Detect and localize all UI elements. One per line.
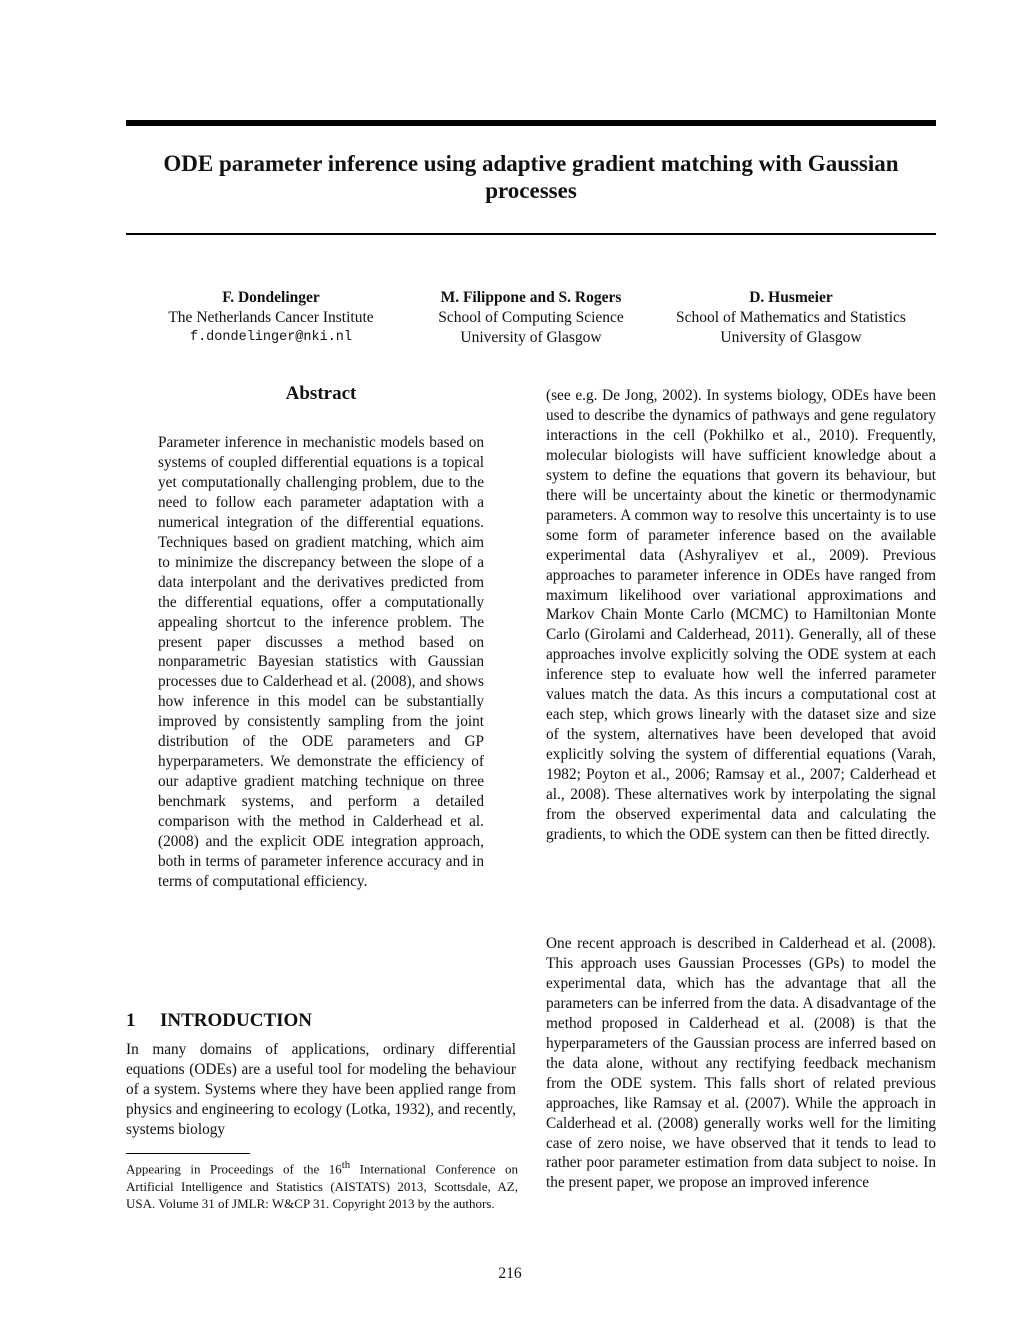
right-column-paragraph: One recent approach is described in Calderhead et al. (2008). This approach uses Gaussian Processes (GPs) to model the experimental data, which has the advantage that all the parameters can be inferred from the data. A disadvantage of the method proposed in Calderhead et al. (2008) is that the hyperparameters of the Gaussian process are inferred based on the data alone, without any rectifying feedback mechanism from the ODE system. This falls short of related previous approaches, like Ramsay et al. (2007). While the approach in Calderhead et al. (2008) generally works well for the limiting case of zero noise, we have observed that it tends to lead to rather poor parameter estimation from data subject to noise. In the present paper, we propose an improved inference	[546, 935, 936, 1192]
title-bottom-rule	[126, 233, 936, 235]
abstract-text: Parameter inference in mechanistic models based on systems of coupled differential equations is a topical yet computationally challenging problem, due to the need to follow each parameter adaptation with a numerical integration of the differential equations. Techniques based on gradient matching, which aim to minimize the discrepancy between the slope of a data interpolant and the derivatives predicted from the differential equations, offer a computationally appealing shortcut to the inference problem. The present paper discusses a method based on nonparametric Bayesian statistics with Gaussian processes due to Calderhead et al. (2008), and shows how inference in this model can be substantially improved by consistently sampling from the joint distribution of the ODE parameters and GP hyperparameters. We demonstrate the efficiency of our adaptive gradient matching technique on three benchmark systems, and perform a detailed comparison with the method in Calderhead et al. (2008) and the explicit ODE integration approach, both in terms of parameter inference accuracy and in terms of computational efficiency.	[158, 434, 484, 890]
paper-title: ODE parameter inference using adaptive gradient matching with Gaussian processes	[163, 151, 899, 203]
intro-paragraph: In many domains of applications, ordinary differential equations (ODEs) are a useful tool for modeling the behaviour of a system. Systems where they have been applied range from physics and engineering to ecology (Lotka, 1932), and recently, systems biology	[126, 1041, 516, 1138]
footnote-superscript: th	[341, 1159, 351, 1171]
author-name: F. Dondelinger	[222, 289, 320, 306]
author-affiliation: School of Computing Science	[438, 309, 624, 326]
section-heading	[126, 1010, 312, 1032]
right-column-paragraph: (see e.g. De Jong, 2002). In systems biology, ODEs have been used to describe the dynamics of pathways and gene regulatory interactions in the cell (Pokhilko et al., 2010). Frequently, molecular biologists will have sufficient knowledge about a system to define the equations that govern its behaviour, but there will be uncertainty about the kinetic or thermodynamic parameters. A common way to resolve this uncertainty is to use some form of parameter inference based on the available experimental data (Ashyraliyev et al., 2009). Previous approaches to parameter inference in ODEs have ranged from maximum likelihood over variational approximations and Markov Chain Monte Carlo (MCMC) to Hamiltonian Monte Carlo (Girolami and Calderhead, 2011). Generally, all of these approaches involve explicitly solving the ODE system at each inference step to evaluate how well the inferred parameter values match the data. As this incurs a computational cost at each step, which grows linearly with the dataset size and size of the system, alternatives have been developed that avoid explicitly solving the system of differential equations (Varah, 1982; Poyton et al., 2006; Ramsay et al., 2007; Calderhead et al., 2008). These alternatives work by interpolating the signal from the observed experimental data and calculating the gradients, to which the ODE system can then be fitted directly.	[546, 387, 936, 843]
section-number: 1	[126, 1010, 136, 1031]
footnote-text-end: International Conference on Artificial Intelligence and Statistics (AISTATS) 2013, Scottsdale, AZ, USA. Volume 31 of JMLR: W&CP 31. Copyright 2013 by the authors.	[126, 1161, 518, 1211]
author-block	[650, 288, 932, 348]
page-number: 216	[498, 1265, 522, 1282]
footnote-rule	[126, 1153, 250, 1154]
author-email: f.dondelinger@nki.nl	[189, 330, 353, 345]
author-block	[410, 288, 652, 348]
author-affiliation: School of Mathematics and Statistics	[676, 309, 906, 326]
footnote	[126, 1157, 518, 1212]
author-block	[126, 288, 416, 348]
author-name: M. Filippone and S. Rogers	[440, 289, 622, 306]
top-rule	[126, 120, 936, 126]
author-affiliation: The Netherlands Cancer Institute	[168, 309, 374, 326]
author-institution: University of Glasgow	[460, 329, 602, 346]
author-institution: University of Glasgow	[720, 329, 862, 346]
footnote-text-start: Appearing in Proceedings of the 16	[126, 1161, 342, 1177]
section-title: INTRODUCTION	[160, 1010, 313, 1031]
abstract-heading: Abstract	[285, 383, 357, 404]
author-name: D. Husmeier	[749, 289, 833, 306]
